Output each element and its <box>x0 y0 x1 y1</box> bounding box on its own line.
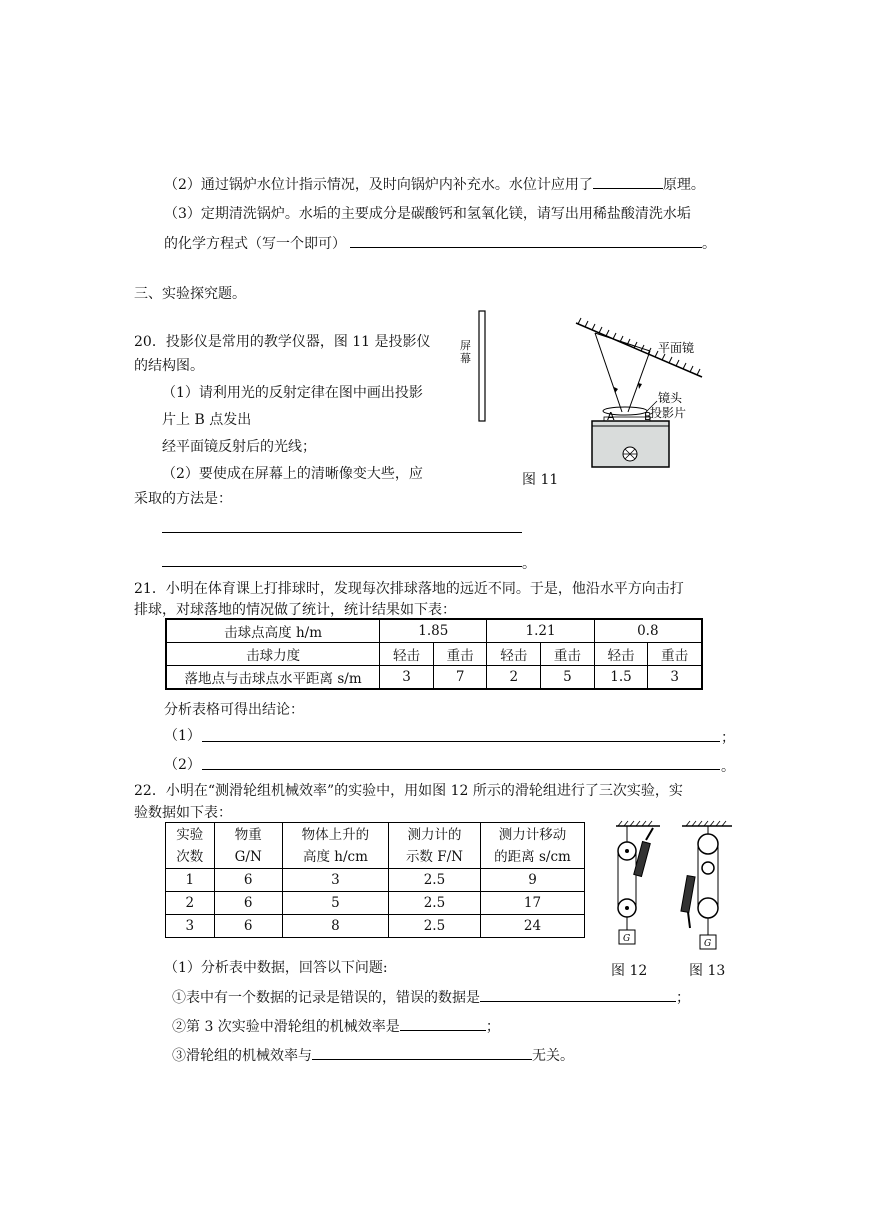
pulley-icon <box>698 898 718 918</box>
table-cell: 7 <box>433 666 487 690</box>
point-b: B <box>644 410 652 423</box>
table-cell: 1.5 <box>594 666 648 690</box>
table-header: 物体上升的 高度 h/cm <box>282 823 388 869</box>
q19-part2: （2）通过锅炉水位计指示情况，及时向锅炉内补充水。水位计应用了 原理。 <box>164 174 705 194</box>
answer-blank[interactable] <box>400 1016 486 1031</box>
table-cell: 2.5 <box>388 869 480 892</box>
table-cell: 2.5 <box>388 915 480 938</box>
pulley-fig12 <box>608 820 668 950</box>
table-header: 实验 次数 <box>166 823 215 869</box>
pulley-icon <box>702 862 714 874</box>
table-cell: 5 <box>282 892 388 915</box>
slide-label: 投影片 <box>650 406 687 420</box>
answer-blank[interactable] <box>350 233 702 248</box>
table-cell: 5 <box>541 666 595 690</box>
q21-conclusion: 分析表格可得出结论： <box>164 702 304 718</box>
table-cell: 6 <box>214 869 282 892</box>
table-header: 测力计移动 的距离 s/cm <box>480 823 584 869</box>
screen-label: 屏 <box>460 339 471 352</box>
answer-line[interactable] <box>202 769 720 770</box>
ray <box>595 333 650 351</box>
table-cell: 3 <box>380 666 434 690</box>
q22-sub1: （1）分析表中数据，回答以下问题: <box>164 960 388 976</box>
table-cell: 2 <box>487 666 541 690</box>
table-cell: 9 <box>480 869 584 892</box>
table-header: 击球力度 <box>166 643 380 666</box>
table-row <box>166 892 585 915</box>
table-cell: 轻击 <box>487 643 541 666</box>
table-header: 落地点与击球点水平距离 s/m <box>166 666 380 690</box>
table-row <box>166 869 585 892</box>
q22-line1: 22．小明在“测滑轮组机械效率”的实验中，用如图 12 所示的滑轮组进行了三次实验，实 <box>134 783 683 799</box>
table-cell: 2.5 <box>388 892 480 915</box>
answer-blank[interactable] <box>480 987 676 1002</box>
q21-c2: （2） <box>164 757 201 773</box>
table-cell: 17 <box>480 892 584 915</box>
answer-blank[interactable] <box>312 1045 532 1060</box>
pulley-fig13 <box>678 820 738 955</box>
table-cell: 3 <box>282 869 388 892</box>
table-header: 物重 G/N <box>214 823 282 869</box>
q22-line2: 验数据如下表： <box>134 805 232 821</box>
answer-line[interactable] <box>162 532 522 533</box>
q21-line1: 21．小明在体育课上打排球时，发现每次排球落地的远近不同。于是，他沿水平方向击打 <box>134 581 684 597</box>
table-cell: 2 <box>166 892 215 915</box>
fig13-caption: 图 13 <box>689 963 726 979</box>
ray <box>595 333 622 412</box>
table-cell: 24 <box>480 915 584 938</box>
ray <box>628 351 650 412</box>
weight-label: G <box>623 934 631 944</box>
lens-label: 镜头 <box>658 391 683 405</box>
table-cell: 1 <box>166 869 215 892</box>
table-header: 测力计的 示数 F/N <box>388 823 480 869</box>
table-cell: 6 <box>214 915 282 938</box>
weight-label: G <box>704 939 712 949</box>
fig11-caption: 图 11 <box>522 472 559 488</box>
table-cell: 轻击 <box>594 643 648 666</box>
fig12-caption: 图 12 <box>611 963 648 979</box>
q21-line2: 排球，对球落地的情况做了统计，统计结果如下表： <box>134 602 456 618</box>
mirror-label: 平面镜 <box>658 341 695 355</box>
table-cell: 1.85 <box>380 619 487 643</box>
spring-scale <box>681 876 695 913</box>
q19-part3-line2: 的化学方程式（写一个即可） 。 <box>164 233 716 253</box>
q20-line3: （1）请利用光的反射定律在图中画出投影 <box>162 385 423 401</box>
table-cell: 0.8 <box>594 619 702 643</box>
answer-line[interactable] <box>162 566 522 567</box>
table-cell: 1.21 <box>487 619 594 643</box>
q20-end: 。 <box>522 556 536 572</box>
q19-part3-line1: （3）定期清洗锅炉。水垢的主要成分是碳酸钙和氢氧化镁，请写出用稀盐酸清洗水垢 <box>164 206 691 222</box>
volleyball-table <box>165 618 703 690</box>
screen-label: 幕 <box>460 352 471 365</box>
table-cell: 重击 <box>648 643 702 666</box>
table-cell: 重击 <box>433 643 487 666</box>
table-cell: 6 <box>214 892 282 915</box>
screen <box>479 311 485 421</box>
q20-line1: 20．投影仪是常用的教学仪器，图 11 是投影仪 <box>134 334 431 350</box>
answer-line[interactable] <box>202 741 720 742</box>
q21-c1-end: ； <box>721 730 735 746</box>
q21-c2-end: 。 <box>721 759 735 775</box>
q22-c: ③滑轮组的机械效率与 无关。 <box>172 1045 574 1065</box>
table-cell: 8 <box>282 915 388 938</box>
table-row <box>166 915 585 938</box>
table-cell: 重击 <box>541 643 595 666</box>
table-cell: 轻击 <box>380 643 434 666</box>
pulley-table <box>165 822 585 938</box>
q20-line6: （2）要使成在屏幕上的清晰像变大些，应 <box>162 466 423 482</box>
table-cell: 3 <box>648 666 702 690</box>
q21-c1: （1） <box>164 728 201 744</box>
section-title: 三、实验探究题。 <box>134 286 246 302</box>
q22-b: ②第 3 次实验中滑轮组的机械效率是 ； <box>172 1016 500 1036</box>
q20-line4: 片上 B 点发出 <box>162 412 252 428</box>
point-a: A <box>607 410 615 423</box>
q20-line2: 的结构图。 <box>134 358 204 374</box>
table-header: 击球点高度 h/m <box>166 619 380 643</box>
q22-a: ①表中有一个数据的记录是错误的，错误的数据是 ； <box>172 987 690 1007</box>
pulley-icon <box>698 834 718 854</box>
answer-blank[interactable] <box>593 174 663 189</box>
table-cell: 3 <box>166 915 215 938</box>
projector-diagram <box>452 305 722 475</box>
q20-line7: 采取的方法是： <box>134 491 232 507</box>
q20-line5: 经平面镜反射后的光线； <box>162 439 316 455</box>
